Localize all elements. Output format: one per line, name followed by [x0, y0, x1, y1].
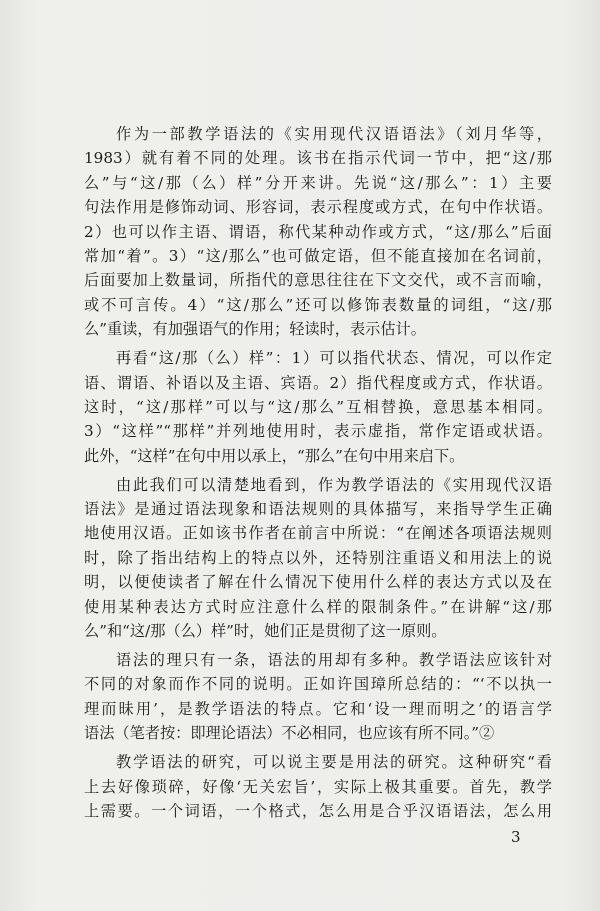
text-line: 作为一部教学语法的《实用现代汉语语法》（刘月华等，	[116, 125, 552, 143]
text-line: 地使用汉语。正如该书作者在前言中所说：“在阐述各项语法规则	[84, 524, 552, 543]
text-line: 语法的理只有一条，语法的用却有多种。教学语法应该针对	[116, 650, 552, 669]
text-line: 明，以便使读者了解在什么情况下使用什么样的表达方式以及在	[84, 573, 552, 592]
text-line: 再看“这/那（么）样”：1）可以指代状态、情况，可以作定	[116, 349, 552, 368]
text-line: 么”与“这/那（么）样”分开来讲。先说“这/那么”：1）主要	[84, 173, 552, 192]
text-line: 1983）就有着不同的处理。该书在指示代词一节中，把“这/那	[84, 149, 552, 168]
text-line: 3）“这样”“那样”并列地使用时，表示虚指，常作定语或状语。	[84, 422, 552, 441]
paragraph-5	[84, 750, 552, 823]
text-line: 语法（笔者按：即理论语法）不必相同，也应该有所不同。”②	[84, 724, 495, 743]
text-line: 语、谓语、补语以及主语、宾语。2）指代程度或方式，作状语。	[84, 373, 552, 392]
text-line: 理而昧用’，是教学语法的特点。它和‘设一理而明之’的语言学	[84, 699, 552, 718]
paragraph-3	[84, 473, 552, 644]
text-line: 教学语法的研究，可以说主要是用法的研究。这种研究“看	[116, 753, 552, 772]
paragraph-4	[84, 648, 552, 746]
text-line: 么”和“这/那（么）样”时，她们正是贯彻了这一原则。	[84, 622, 447, 640]
paragraph-2	[84, 346, 552, 468]
text-line: 么”重读，有加强语气的作用；轻读时，表示估计。	[84, 320, 426, 339]
text-line: 句法作用是修饰动词、形容词，表示程度或方式，在句中作状语。	[84, 198, 552, 217]
text-line: 由此我们可以清楚地看到，作为教学语法的《实用现代汉语	[116, 475, 552, 494]
text-line: 使用某种表达方式时应注意什么样的限制条件。”在讲解“这/那	[84, 597, 552, 616]
text-line: 不同的对象而作不同的说明。正如许国璋所总结的：“‘不以执一	[84, 675, 552, 694]
page-number: 3	[511, 828, 521, 846]
text-line: 上去好像琐碎，好像‘无关宏旨’，实际上极其重要。首先，教学	[84, 777, 552, 796]
text-line: 2）也可以作主语、谓语，称代某种动作或方式，“这/那么”后面	[84, 222, 552, 241]
paragraph-1	[84, 122, 552, 342]
text-line: 这时，“这/那样”可以与“这/那么”互相替换，意思基本相同。	[84, 397, 552, 416]
text-line: 常加“着”。3）“这/那么”也可做定语，但不能直接加在名词前，	[84, 246, 552, 265]
text-line: 后面要加上数量词，所指代的意思往往在下文交代，或不言而喻，	[84, 271, 552, 290]
text-line: 此外，“这样”在句中用以承上，“那么”在句中用来启下。	[84, 446, 465, 465]
text-line: 上需要。一个词语，一个格式，怎么用是合乎汉语语法，怎么用	[84, 801, 552, 820]
text-line: 语法》是通过语法现象和语法规则的具体描写，来指导学生正确	[84, 500, 552, 519]
text-line: 或不可言传。4）“这/那么”还可以修饰表数量的词组，“这/那	[84, 295, 552, 314]
text-line: 时，除了指出结构上的特点以外，还特别注重语义和用法上的说	[84, 548, 552, 567]
body-text	[84, 122, 552, 823]
